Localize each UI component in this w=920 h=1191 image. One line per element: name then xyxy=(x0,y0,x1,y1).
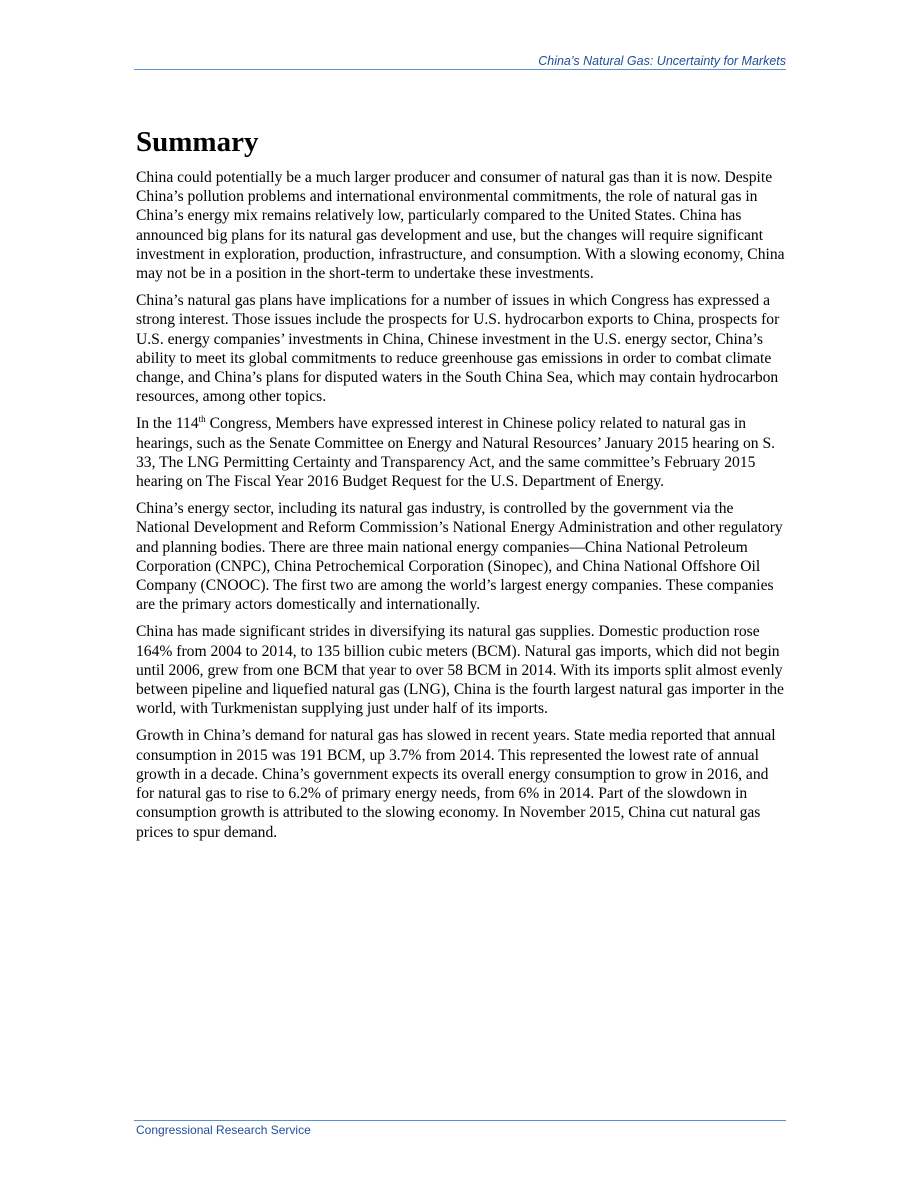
paragraph-congress-interest: China’s natural gas plans have implications for a number of issues in which Congress has expressed a strong interest. Those issues include the prospects for U.S. hydrocarbon exports to China, prospects for U.S. energy companies’ investments in China, Chinese investment in the U.S. energy sector, China’s ability to meet its global commitments to reduce greenhouse gas emissions in order to combat climate change, and China’s plans for disputed waters in the South China Sea, which may contain hydrocarbon resources, among other topics. xyxy=(136,292,780,406)
hearings-lead-text: In the 114 xyxy=(136,415,199,433)
hearings-rest-text: Congress, Members have expressed interest in Chinese policy related to natural gas in hearings, such as the Senate Committee on Energy and Natural Resources’ January 2015 hearing on S. 33, The LNG Permitting Certainty and Transparency Act, and the same committee’s February 2015 hearing on The Fiscal Year 2016 Budget Request for the U.S. Department of Energy. xyxy=(136,415,776,491)
running-header-title: China’s Natural Gas: Uncertainty for Markets xyxy=(538,54,786,68)
paragraph-supply-diversification: China has made significant strides in diversifying its natural gas supplies. Domestic production rose 164% from 2004 to 2014, to 135 billion cubic meters (BCM). Natural gas imports, which did not begin until 2006, grew from one BCM that year to over 58 BCM in 2014. With its imports split almost evenly between pipeline and liquefied natural gas (LNG), China is the fourth largest natural gas importer in the world, with Turkmenistan supplying just under half of its imports. xyxy=(136,623,784,718)
paragraph-energy-sector: China’s energy sector, including its natural gas industry, is controlled by the government via the National Development and Reform Commission’s National Energy Administration and other regulatory and planning bodies. There are three main national energy companies—China National Petroleum Corporation (CNPC), China Petrochemical Corporation (Sinopec), and China National Offshore Oil Company (CNOOC). The first two are among the world’s largest energy companies. These companies are the primary actors domestically and internationally. xyxy=(136,500,783,614)
paragraph-demand-growth: Growth in China’s demand for natural gas has slowed in recent years. State media reported that annual consumption in 2015 was 191 BCM, up 3.7% from 2014. This represented the lowest rate of annual growth in a decade. China’s government expects its overall energy consumption to grow in 2016, and for natural gas to rise to 6.2% of primary energy needs, from 6% in 2014. Part of the slowdown in consumption growth is attributed to the slowing economy. In November 2015, China cut natural gas prices to spur demand. xyxy=(136,727,776,841)
page-title: Summary xyxy=(136,126,259,158)
paragraph-overview: China could potentially be a much larger producer and consumer of natural gas than it is now. Despite China’s pollution problems and international environmental commitments, the role of natural gas in China’s energy mix remains relatively low, particularly compared to the United States. China has announced big plans for its natural gas development and use, but the changes will require significant investment in exploration, production, infrastructure, and consumption. With a slowing economy, China may not be in a position in the short-term to undertake these investments. xyxy=(136,169,785,283)
paragraph-hearings xyxy=(136,414,790,491)
header-divider xyxy=(134,69,786,70)
document-body xyxy=(136,122,790,850)
ordinal-suffix: th xyxy=(198,414,206,425)
footer-divider xyxy=(134,1120,786,1121)
footer-publisher: Congressional Research Service xyxy=(136,1123,311,1137)
